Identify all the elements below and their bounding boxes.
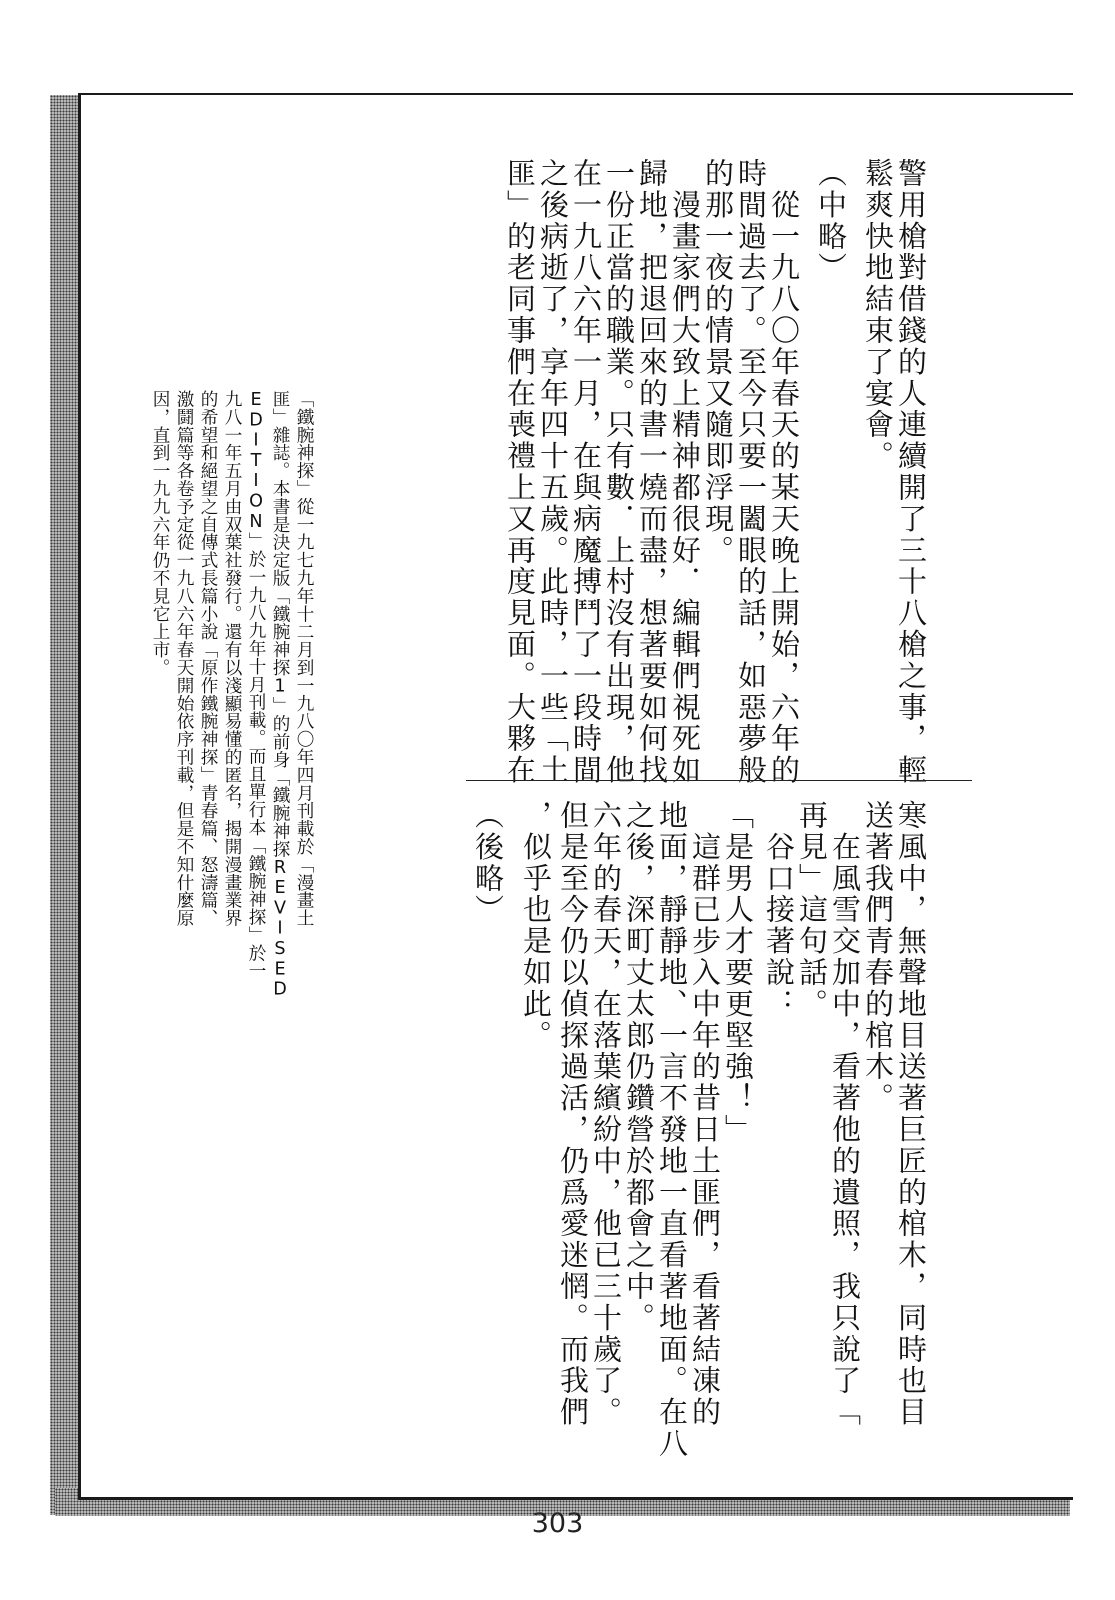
footnote-column: EDITION」於一九八九年十月刊載。而且單行本「鐵腕神探」於一 xyxy=(246,390,266,980)
bottom-text-column: 六年的春天，在落葉繽紛中，他已三十歲了。 xyxy=(589,800,623,1428)
top-text-column: 的那一夜的情景又隨即浮現。 xyxy=(701,158,735,567)
top-text-column: 漫畫家們大致上精神都很好．編輯們視死如 xyxy=(668,158,702,786)
top-text-column: 歸地，把退回來的書一燒而盡，想著要如何找 xyxy=(635,158,669,786)
page-number: 303 xyxy=(531,1508,584,1539)
bottom-text-column: 送著我們青春的棺木。 xyxy=(861,800,895,1114)
bottom-text-column: 「是男人才要更堅強！」 xyxy=(721,800,755,1146)
footnote-column: 激鬪篇等各卷予定從一九八六年春天開始依序刊載，但是不知什麼原 xyxy=(174,390,194,927)
section-divider xyxy=(466,780,972,781)
bottom-text-column: 這群已步入中年的昔日土匪們，看著結凍的 xyxy=(688,800,722,1428)
footnote-column: 的希望和絕望之自傳式長篇小說「原作鐵腕神探」青春篇、怒濤篇、 xyxy=(198,390,218,927)
top-text-column: 匪」的老同事們在喪禮上又再度見面。大夥在 xyxy=(503,158,537,786)
top-text-column: 在一九八六年一月，在與病魔搏鬥了一段時間 xyxy=(569,158,603,786)
bottom-text-column: ，似乎也是如此。 xyxy=(519,800,553,1052)
top-text-column: 從一九八〇年春天的某天晚上開始，六年的 xyxy=(767,158,801,786)
footnote-column: 「鐵腕神探」從一九七九年十二月到一九八〇年四月刊載於「漫畫土 xyxy=(294,390,314,927)
footnote-column: 匪」雜誌。本書是決定版「鐵腕神探1」的前身「鐵腕神探REVISED xyxy=(270,390,290,1000)
top-text-column: （中略） xyxy=(814,158,848,284)
bottom-text-column: 再見」這句話。 xyxy=(795,800,829,1020)
footnote-column: 九八一年五月由双葉社發行。還有以淺顯易懂的匿名，揭開漫畫業界 xyxy=(222,390,242,927)
top-text-column: 一份正當的職業。只有數．上村沒有出現，他 xyxy=(602,158,636,786)
top-text-column: 時間過去了。至今只要一闔眼的話，如惡夢般 xyxy=(734,158,768,786)
top-text-column: 警用槍對借錢的人連續開了三十八槍之事，輕 xyxy=(894,158,928,786)
footnote-column: 因，直到一九九六年仍不見它上市。 xyxy=(150,390,170,677)
bottom-text-column: 寒風中，無聲地目送著巨匠的棺木，同時也目 xyxy=(894,800,928,1428)
top-text-column: 鬆爽快地結束了宴會。 xyxy=(861,158,895,472)
bottom-text-column: 但是至今仍以偵探過活，仍爲愛迷惘。而我們 xyxy=(556,800,590,1428)
bottom-text-column: （後略） xyxy=(471,800,505,926)
bottom-text-column: 地面，靜靜地、一言不發地一直看著地面。在八 xyxy=(655,800,689,1460)
bottom-text-column: 之後，深町丈太郎仍鑽營於都會之中。 xyxy=(622,800,656,1334)
top-text-column: 之後病逝了，享年四十五歲。此時，一些「土 xyxy=(536,158,570,786)
bottom-text-column: 谷口接著說： xyxy=(762,800,796,1020)
bottom-text-column: 在風雪交加中，看著他的遺照，我只說了「 xyxy=(828,800,862,1428)
